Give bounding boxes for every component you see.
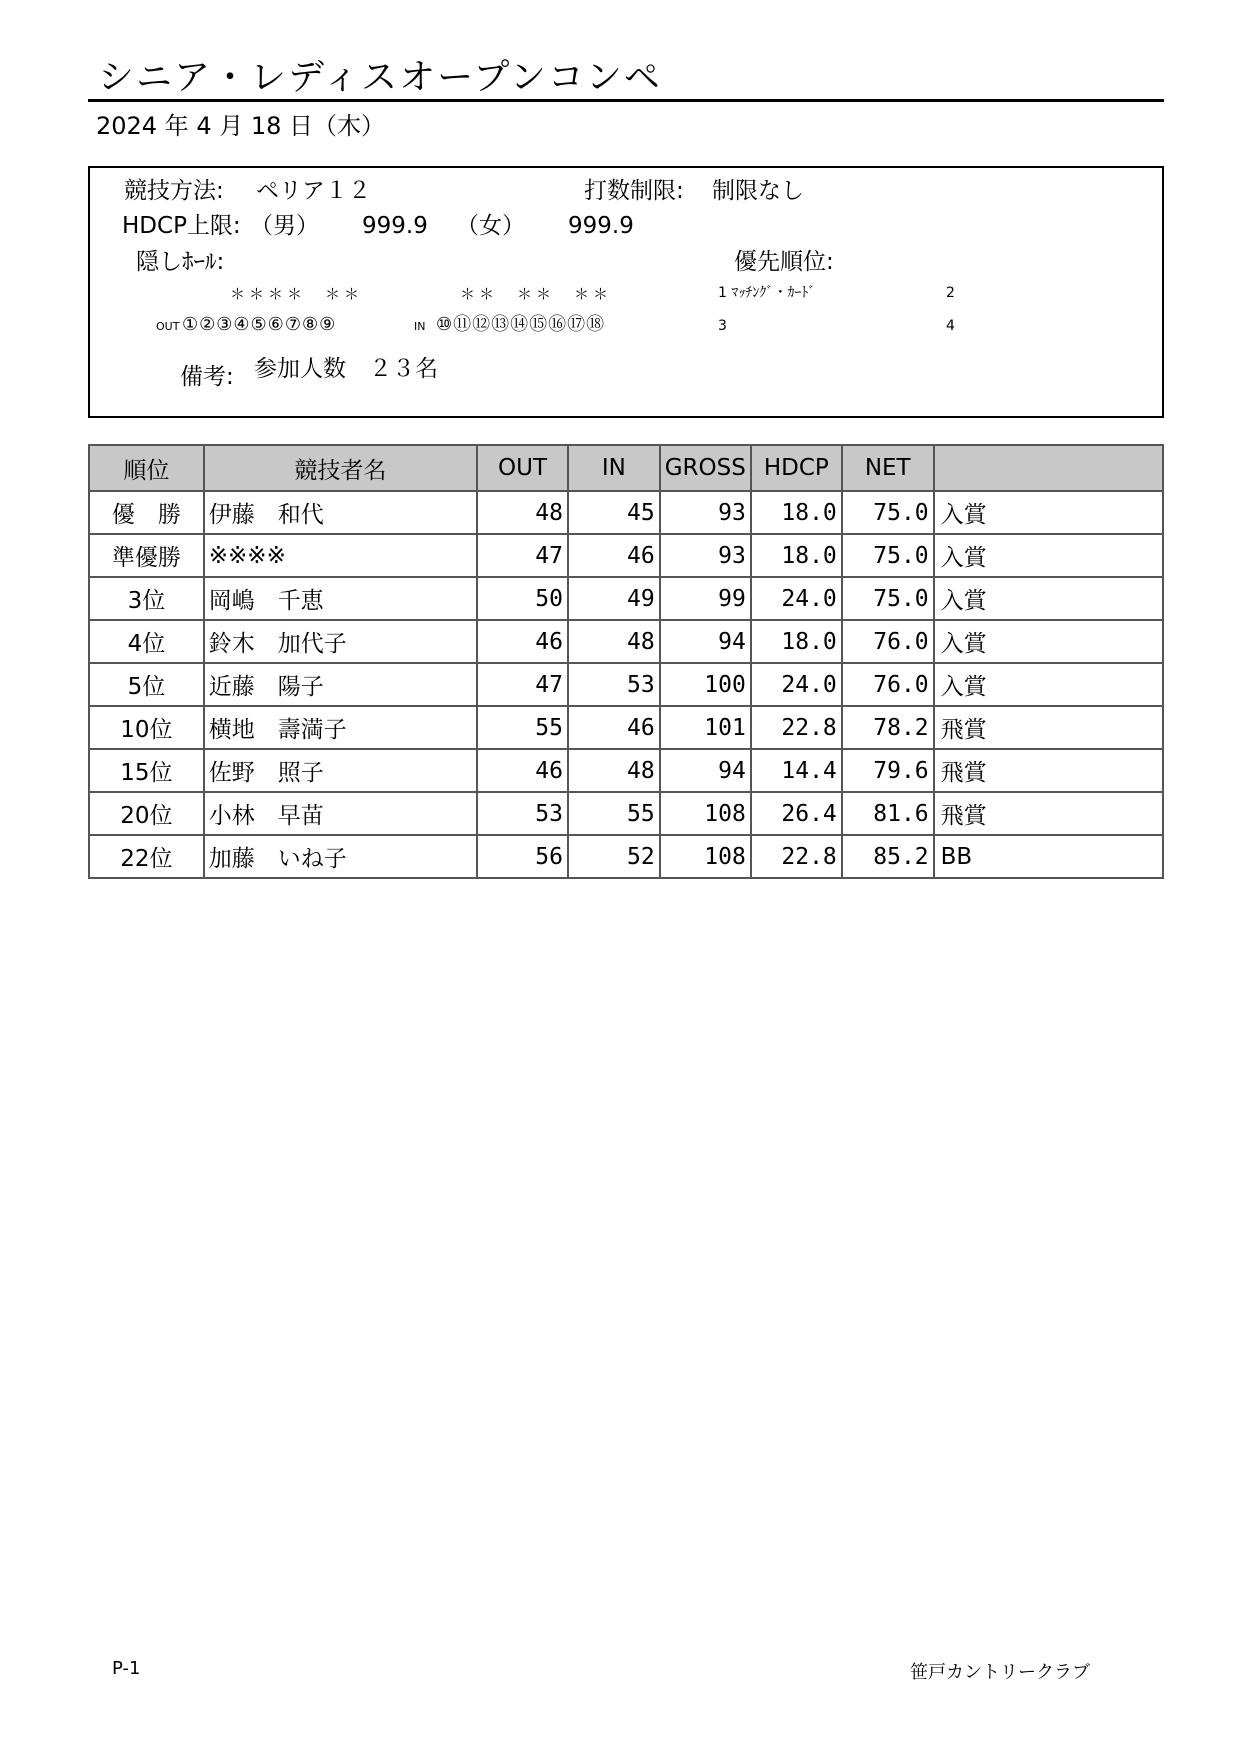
cell-net: 78.2 — [842, 706, 934, 749]
header-name: 競技者名 — [204, 445, 477, 491]
cell-net: 81.6 — [842, 792, 934, 835]
header-rank: 順位 — [89, 445, 204, 491]
cell-name: 佐野 照子 — [204, 749, 477, 792]
method-value: ペリア１２ — [256, 178, 371, 204]
cell-in: 48 — [568, 620, 660, 663]
cell-hdcp: 24.0 — [751, 663, 842, 706]
cell-name: 横地 壽満子 — [204, 706, 477, 749]
cell-prize: 入賞 — [934, 663, 1163, 706]
cell-net: 75.0 — [842, 491, 934, 534]
table-row — [89, 491, 1163, 534]
cell-in: 49 — [568, 577, 660, 620]
cell-out: 47 — [477, 663, 568, 706]
priority-3: 3 — [718, 318, 727, 334]
hdcp-male-label: （男） — [250, 213, 319, 239]
cell-name: 近藤 陽子 — [204, 663, 477, 706]
cell-gross: 108 — [660, 835, 751, 878]
cell-prize: BB — [934, 835, 1163, 878]
cell-prize: 飛賞 — [934, 792, 1163, 835]
cell-gross: 108 — [660, 792, 751, 835]
cell-hdcp: 22.8 — [751, 835, 842, 878]
table-row — [89, 835, 1163, 878]
page-title: シニア・レディスオープンコンペ — [98, 57, 662, 98]
cell-prize: 入賞 — [934, 534, 1163, 577]
priority-2: 2 — [946, 285, 955, 301]
hdcp-female-value: 999.9 — [568, 213, 634, 239]
cell-name: 伊藤 和代 — [204, 491, 477, 534]
cell-gross: 93 — [660, 534, 751, 577]
cell-hdcp: 18.0 — [751, 534, 842, 577]
hdcp-male-value: 999.9 — [362, 213, 428, 239]
cell-rank: 4位 — [89, 620, 204, 663]
priority-label: 優先順位: — [734, 249, 834, 275]
remarks-label: 備考: — [180, 364, 234, 390]
cell-in: 45 — [568, 491, 660, 534]
priority-4: 4 — [946, 318, 955, 334]
header-out: OUT — [477, 445, 568, 491]
table-row — [89, 749, 1163, 792]
cell-in: 55 — [568, 792, 660, 835]
cell-out: 46 — [477, 620, 568, 663]
cell-rank: 5位 — [89, 663, 204, 706]
cell-net: 75.0 — [842, 577, 934, 620]
cell-in: 52 — [568, 835, 660, 878]
cell-rank: 優 勝 — [89, 491, 204, 534]
cell-gross: 100 — [660, 663, 751, 706]
in-hidden-marks: ＊＊ ＊＊ ＊＊ — [460, 285, 613, 303]
event-date: 2024 年 4 月 18 日（木） — [96, 112, 386, 140]
table-row — [89, 577, 1163, 620]
cell-in: 46 — [568, 534, 660, 577]
cell-hdcp: 22.8 — [751, 706, 842, 749]
cell-prize: 飛賞 — [934, 706, 1163, 749]
cell-out: 46 — [477, 749, 568, 792]
cell-name: 小林 早苗 — [204, 792, 477, 835]
cell-hdcp: 14.4 — [751, 749, 842, 792]
cell-in: 53 — [568, 663, 660, 706]
hdcp-label: HDCP上限: — [122, 213, 241, 239]
table-row — [89, 663, 1163, 706]
page-number: P-1 — [112, 1658, 141, 1679]
results-table — [88, 444, 1164, 879]
in-label: IN — [414, 320, 426, 333]
cell-in: 48 — [568, 749, 660, 792]
cell-hdcp: 26.4 — [751, 792, 842, 835]
cell-prize: 飛賞 — [934, 749, 1163, 792]
cell-prize: 入賞 — [934, 620, 1163, 663]
cell-name: 加藤 いね子 — [204, 835, 477, 878]
hdcp-female-label: （女） — [456, 213, 525, 239]
cell-hdcp: 18.0 — [751, 620, 842, 663]
cell-rank: 準優勝 — [89, 534, 204, 577]
hidden-holes-label: 隠しﾎｰﾙ: — [136, 249, 225, 275]
header-in: IN — [568, 445, 660, 491]
out-hidden-marks: ＊＊＊＊ ＊＊ — [230, 285, 364, 303]
cell-name: ※※※※ — [204, 534, 477, 577]
cell-in: 46 — [568, 706, 660, 749]
cell-out: 56 — [477, 835, 568, 878]
in-hole-numbers: ⑩⑪⑫⑬⑭⑮⑯⑰⑱ — [436, 314, 606, 335]
cell-rank: 15位 — [89, 749, 204, 792]
cell-rank: 10位 — [89, 706, 204, 749]
cell-net: 76.0 — [842, 620, 934, 663]
remarks-value: 参加人数 ２３名 — [254, 356, 438, 382]
cell-hdcp: 24.0 — [751, 577, 842, 620]
header-prize — [934, 445, 1163, 491]
title-underline — [88, 99, 1164, 102]
cell-net: 79.6 — [842, 749, 934, 792]
cell-name: 岡嶋 千恵 — [204, 577, 477, 620]
header-gross: GROSS — [660, 445, 751, 491]
table-row — [89, 620, 1163, 663]
stroke-limit-value: 制限なし — [712, 178, 804, 204]
results-body — [89, 491, 1163, 878]
club-name: 笹戸カントリークラブ — [910, 1662, 1090, 1683]
cell-hdcp: 18.0 — [751, 491, 842, 534]
cell-prize: 入賞 — [934, 491, 1163, 534]
table-row — [89, 792, 1163, 835]
cell-gross: 101 — [660, 706, 751, 749]
out-label: OUT — [156, 320, 180, 333]
header-hdcp: HDCP — [751, 445, 842, 491]
cell-out: 55 — [477, 706, 568, 749]
table-row — [89, 534, 1163, 577]
cell-out: 47 — [477, 534, 568, 577]
cell-net: 85.2 — [842, 835, 934, 878]
cell-rank: 22位 — [89, 835, 204, 878]
stroke-limit-label: 打数制限: — [584, 178, 684, 204]
table-row — [89, 706, 1163, 749]
cell-net: 76.0 — [842, 663, 934, 706]
cell-gross: 94 — [660, 620, 751, 663]
cell-gross: 94 — [660, 749, 751, 792]
cell-out: 50 — [477, 577, 568, 620]
cell-gross: 93 — [660, 491, 751, 534]
priority-1: 1 ﾏｯﾁﾝｸﾞ・ｶｰﾄﾞ — [718, 285, 816, 301]
cell-net: 75.0 — [842, 534, 934, 577]
header-net: NET — [842, 445, 934, 491]
cell-rank: 3位 — [89, 577, 204, 620]
cell-rank: 20位 — [89, 792, 204, 835]
method-label: 競技方法: — [124, 178, 224, 204]
cell-gross: 99 — [660, 577, 751, 620]
out-hole-numbers: ①②③④⑤⑥⑦⑧⑨ — [182, 314, 337, 335]
cell-prize: 入賞 — [934, 577, 1163, 620]
cell-name: 鈴木 加代子 — [204, 620, 477, 663]
cell-out: 53 — [477, 792, 568, 835]
table-header-row — [89, 445, 1163, 491]
cell-out: 48 — [477, 491, 568, 534]
